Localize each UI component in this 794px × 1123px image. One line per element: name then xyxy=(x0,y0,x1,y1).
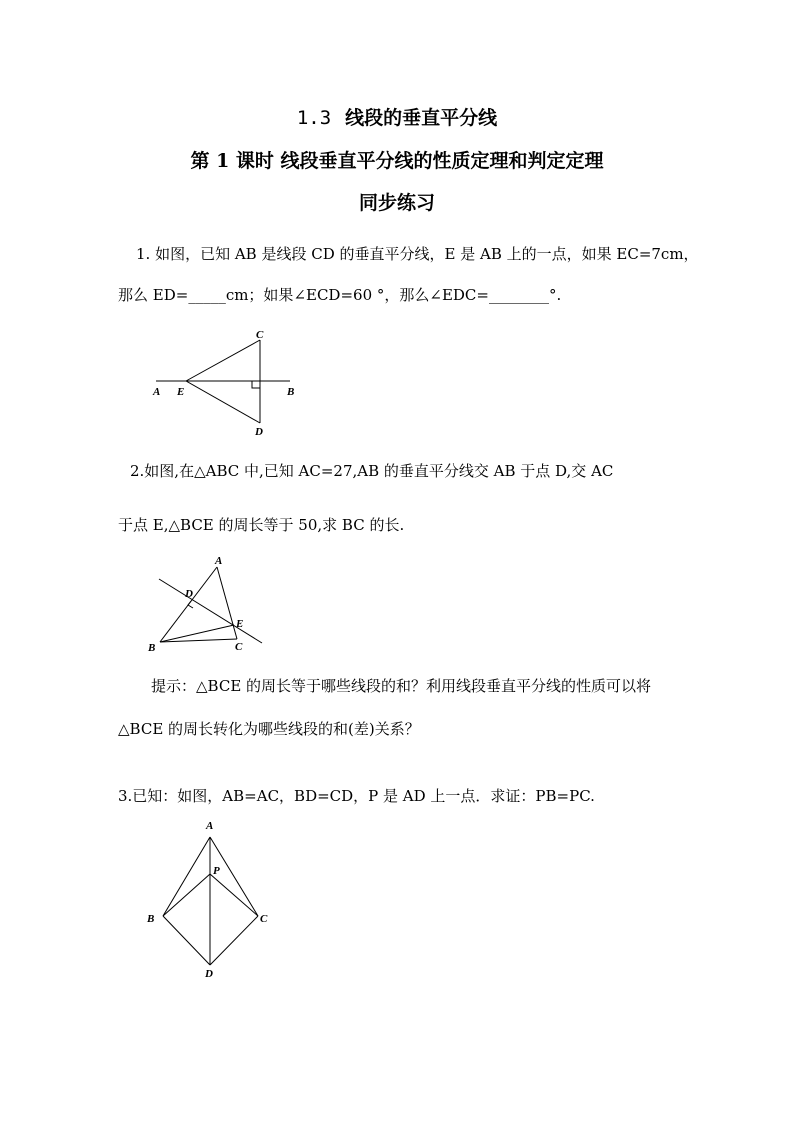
q2-text-line1: 2.如图,在△ABC 中,已知 AC=27,AB 的垂直平分线交 AB 于点 D,交 AC xyxy=(130,462,614,480)
q1-label-e: E xyxy=(177,386,185,398)
section-title: 线段的垂直平分线 xyxy=(345,107,498,129)
q3-segment-pb xyxy=(163,874,210,916)
section-heading xyxy=(0,106,794,130)
q3-label-p: P xyxy=(213,865,220,877)
q2-label-c: C xyxy=(235,641,243,653)
q3-text-line1: 3.已知：如图，AB=AC，BD=CD，P 是 AD 上一点．求证：PB=PC. xyxy=(118,787,595,805)
q3-label-b: B xyxy=(147,913,155,925)
q3-segment-bd xyxy=(163,916,210,965)
subtitle: 同步练习 xyxy=(358,192,435,214)
q1-label-c: C xyxy=(256,329,264,341)
q1-label-b: B xyxy=(287,386,295,398)
q1-segment-ed xyxy=(186,381,260,423)
q1-label-d: D xyxy=(255,426,263,438)
q2-right-angle-mark xyxy=(188,601,193,608)
q2-hint-line2: △BCE 的周长转化为哪些线段的和(差)关系？ xyxy=(118,720,420,738)
q2-perpendicular-bisector xyxy=(159,579,262,643)
q3-segment-pc xyxy=(210,874,258,916)
q2-label-a: A xyxy=(215,555,223,567)
q1-segment-ec xyxy=(186,340,260,381)
q2-label-d: D xyxy=(185,588,193,600)
q3-label-a: A xyxy=(206,820,214,832)
lesson-title: 第 1 课时 线段垂直平分线的性质定理和判定定理 xyxy=(190,150,604,172)
section-number: 1.3 xyxy=(296,107,332,129)
q1-figure xyxy=(148,325,308,440)
q2-hint-line1: 提示：△BCE 的周长等于哪些线段的和？利用线段垂直平分线的性质可以将 xyxy=(151,677,652,695)
q2-figure xyxy=(145,555,270,655)
q2-label-b: B xyxy=(148,642,156,654)
q3-segment-cd xyxy=(210,916,258,965)
q1-text-line1: 1. 如图，已知 AB 是线段 CD 的垂直平分线，E 是 AB 上的一点，如果 EC=7cm， xyxy=(136,245,699,263)
q3-segment-ab xyxy=(163,837,210,916)
q1-text-line2: 那么 ED=_____cm；如果∠ECD=60 °，那么∠EDC=________°. xyxy=(118,286,562,304)
q3-label-d: D xyxy=(205,968,213,980)
q3-label-c: C xyxy=(260,913,268,925)
q1-right-angle-mark xyxy=(252,381,260,388)
q3-figure xyxy=(140,812,280,987)
q1-label-a: A xyxy=(153,386,161,398)
q2-text-line2: 于点 E,△BCE 的周长等于 50,求 BC 的长. xyxy=(118,516,405,534)
q2-label-e: E xyxy=(236,618,244,630)
